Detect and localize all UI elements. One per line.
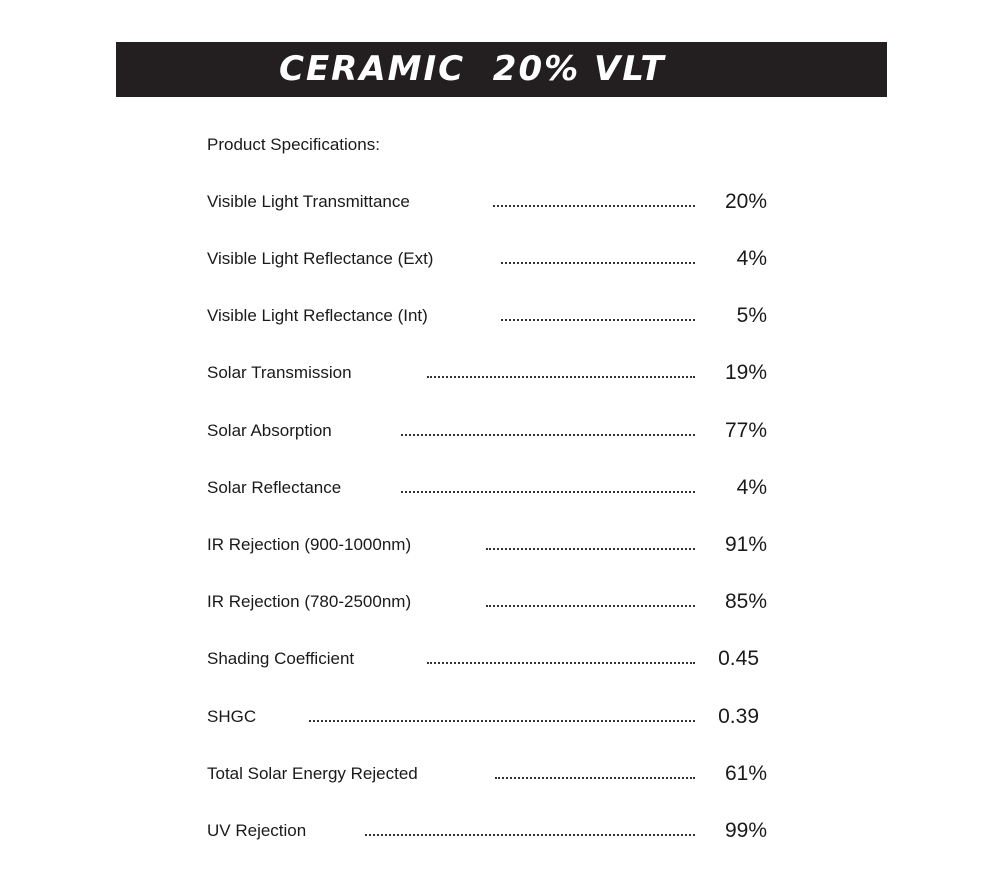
spec-label: IR Rejection (780-2500nm) (207, 592, 412, 611)
spec-label: Solar Reflectance (207, 478, 342, 497)
spec-row-shgc (207, 703, 767, 731)
spec-label: IR Rejection (900-1000nm) (207, 535, 412, 554)
spec-value: 19% (724, 361, 767, 384)
specifications-heading: Product Specifications: (207, 135, 380, 154)
spec-row-ir-rejection-780-2500nm (207, 588, 767, 616)
spec-row-solar-transmission (207, 359, 767, 387)
spec-label: Solar Transmission (207, 363, 352, 382)
dot-leader (493, 205, 695, 207)
spec-value: 5% (736, 304, 767, 327)
spec-label: Visible Light Transmittance (207, 192, 410, 211)
spec-row-total-solar-energy-rejected (207, 760, 767, 788)
dot-leader (427, 376, 695, 378)
spec-value: 77% (724, 419, 767, 442)
spec-value: 0.45 (718, 647, 759, 670)
spec-row-visible-light-reflectance-int (207, 302, 767, 330)
dot-leader (309, 720, 695, 722)
spec-value: 91% (724, 533, 767, 556)
dot-leader (501, 262, 695, 264)
spec-label: Total Solar Energy Rejected (207, 764, 418, 783)
spec-label: Visible Light Reflectance (Ext) (207, 249, 434, 268)
spec-row-visible-light-transmittance (207, 188, 767, 216)
spec-value: 99% (724, 819, 767, 842)
spec-value: 4% (736, 476, 767, 499)
dot-leader (401, 491, 695, 493)
spec-label: Shading Coefficient (207, 649, 355, 668)
spec-row-solar-absorption (207, 417, 767, 445)
spec-value: 20% (724, 190, 767, 213)
title-banner (116, 42, 887, 97)
dot-leader (495, 777, 695, 779)
page-title: CERAMIC 20% VLT (279, 49, 666, 89)
dot-leader (486, 605, 695, 607)
spec-label: SHGC (207, 707, 257, 726)
spec-value: 61% (724, 762, 767, 785)
dot-leader (427, 662, 695, 664)
spec-row-solar-reflectance (207, 474, 767, 502)
spec-row-ir-rejection-900-1000nm (207, 531, 767, 559)
spec-label: Visible Light Reflectance (Int) (207, 306, 428, 325)
dot-leader (501, 319, 695, 321)
spec-label: Solar Absorption (207, 421, 332, 440)
spec-row-visible-light-reflectance-ext (207, 245, 767, 273)
dot-leader (365, 834, 695, 836)
spec-value: 4% (736, 247, 767, 270)
dot-leader (401, 434, 695, 436)
spec-row-shading-coefficient (207, 645, 767, 673)
dot-leader (486, 548, 695, 550)
spec-row-uv-rejection (207, 817, 767, 845)
spec-label: UV Rejection (207, 821, 307, 840)
spec-value: 0.39 (718, 705, 759, 728)
spec-value: 85% (724, 590, 767, 613)
